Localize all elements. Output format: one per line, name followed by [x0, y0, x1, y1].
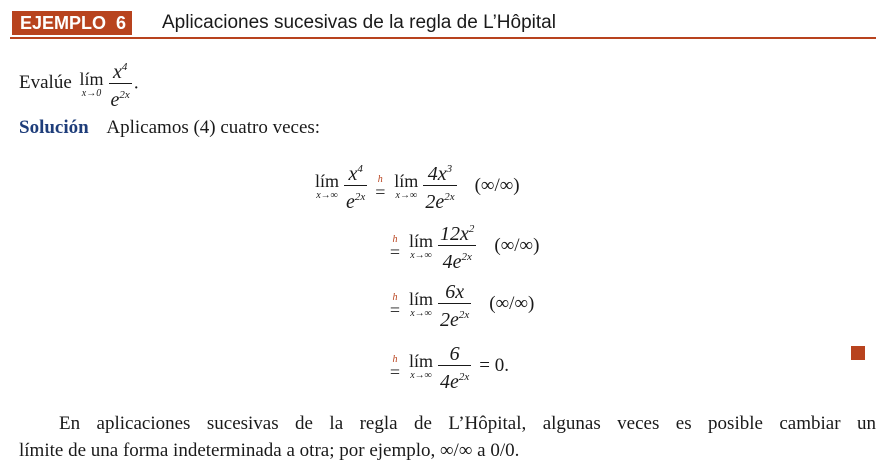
problem-prefix: Evalúe	[19, 71, 72, 93]
derivation-row-1	[312, 158, 520, 213]
derivation-fraction: $\frac{12x^2}{4e^{2x}}$	[438, 218, 476, 273]
example-label: EJEMPLO	[20, 13, 107, 33]
derivation-row-4	[384, 338, 509, 393]
indeterminate-form: (∞/∞)	[474, 174, 520, 196]
example-title: Aplicaciones sucesivas de la regla de L’Hôpital	[162, 12, 556, 33]
example-badge	[12, 11, 132, 35]
lhopital-equals: h =	[375, 173, 386, 202]
solution-label: Solución	[19, 117, 89, 138]
problem-period: .	[133, 72, 139, 94]
limit-operator: lím x→∞	[394, 170, 419, 201]
derivation-fraction: $\frac{6}{4e^{2x}}$	[438, 338, 471, 393]
indeterminate-form: (∞/∞)	[489, 292, 535, 314]
problem-fraction: $\frac{x^4}{e^{2x}}$	[109, 56, 132, 111]
derivation-row-2	[384, 218, 539, 273]
lhopital-equals: h =	[389, 291, 401, 320]
end-of-example-square-icon	[851, 346, 865, 360]
limit-operator: lím x→∞	[409, 350, 434, 381]
closing-paragraph	[19, 410, 876, 464]
limit-result: = 0.	[479, 354, 510, 376]
limit-operator: lím x→∞	[315, 170, 340, 201]
indeterminate-form: (∞/∞)	[494, 234, 540, 256]
paragraph-line-1: En aplicaciones sucesivas de la regla de L’Hôpital, algunas veces es posible cambiar un	[59, 413, 876, 434]
derivation-fraction: $\frac{4x^3}{2e^{2x}}$	[423, 158, 456, 213]
limit-operator: lím x→∞	[409, 230, 434, 261]
derivation-fraction: $\frac{6x}{2e^{2x}}$	[438, 276, 471, 331]
example-number: 6	[116, 13, 127, 33]
derivation-row-3	[384, 276, 534, 331]
limit-operator: lím x→∞	[409, 288, 434, 319]
limit-operator: lím x→0	[79, 68, 104, 99]
header-rule	[10, 37, 876, 39]
lhopital-equals: h =	[389, 233, 401, 262]
solution-text: Aplicamos (4) cuatro veces:	[106, 117, 321, 138]
solution-line	[19, 117, 320, 139]
example-header	[10, 9, 876, 39]
problem-statement	[19, 56, 139, 111]
derivation-fraction: $\frac{x^4}{e^{2x}}$	[344, 158, 367, 213]
lhopital-equals: h =	[389, 353, 401, 382]
paragraph-line-2: límite de una forma indeterminada a otra; por ejemplo, ∞/∞ a 0/0.	[19, 440, 520, 461]
